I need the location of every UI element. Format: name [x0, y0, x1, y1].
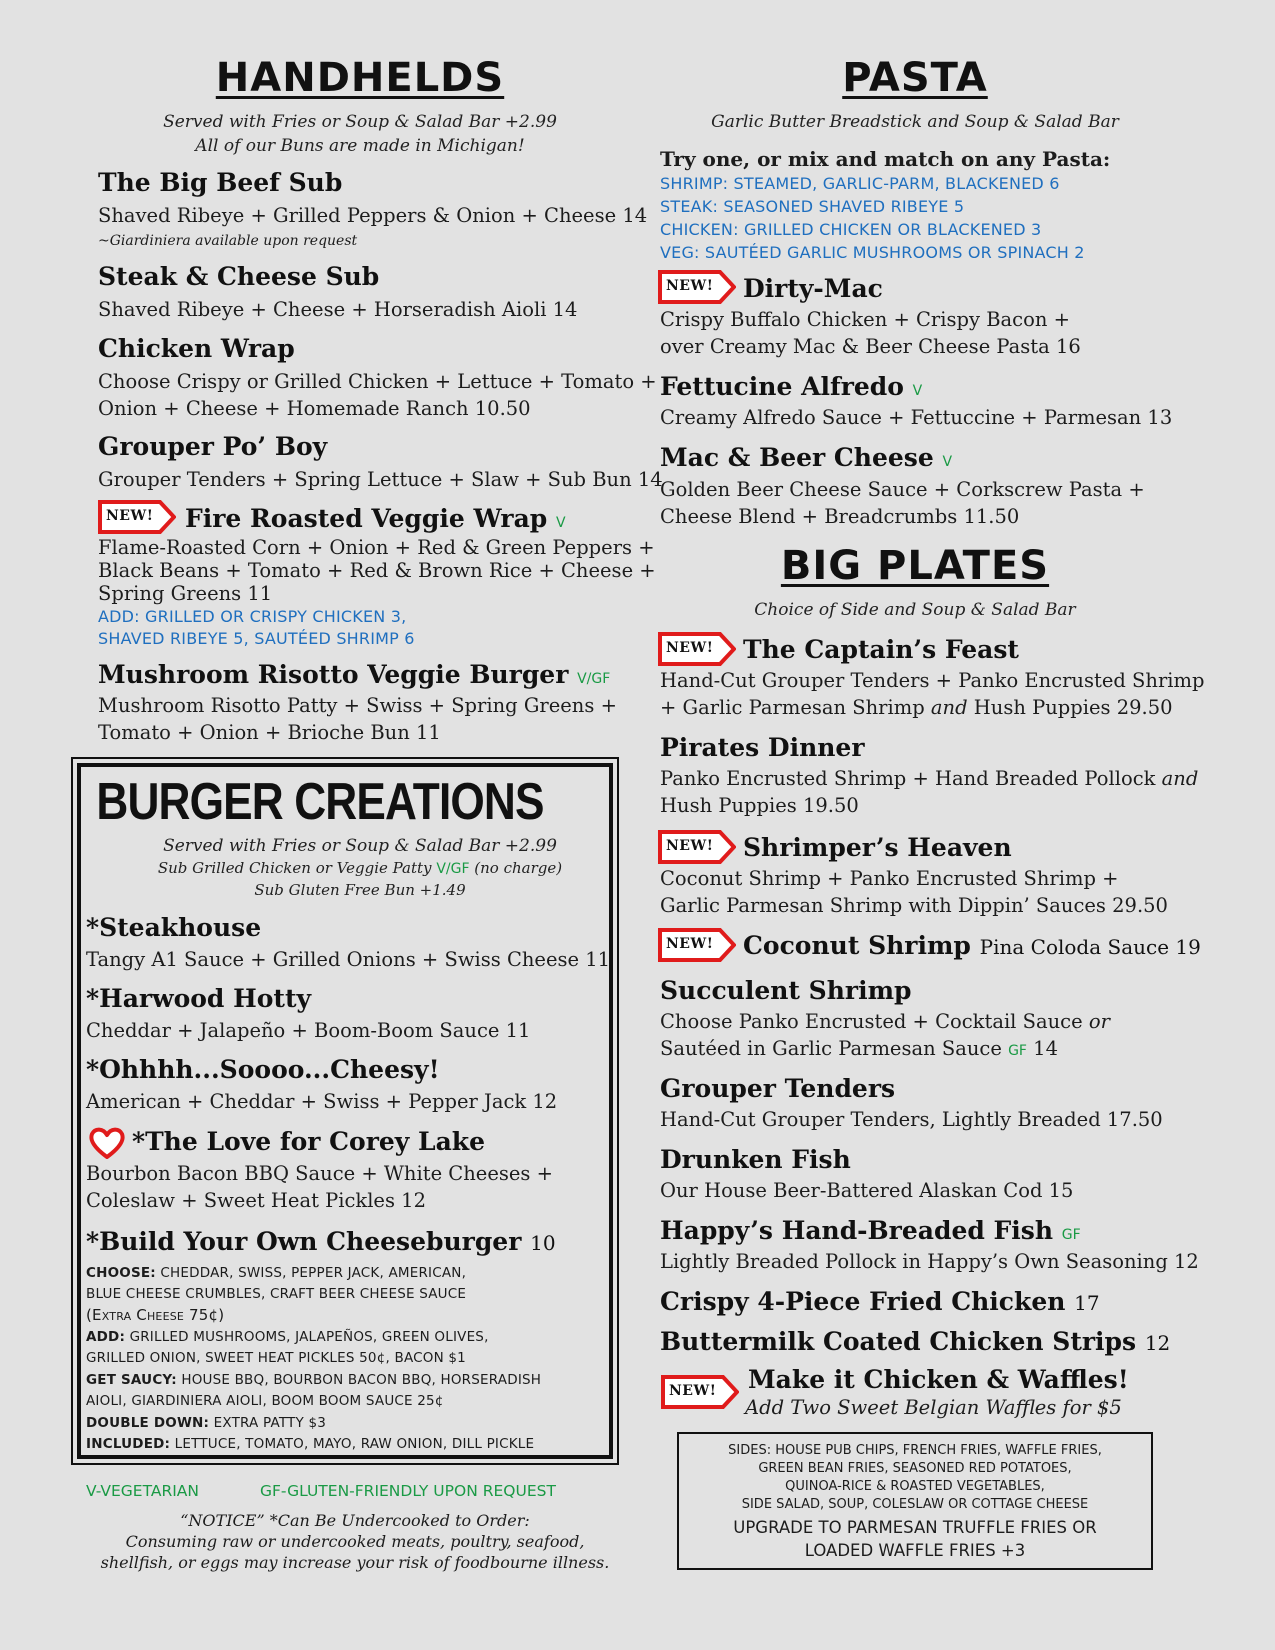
byo-choose-2: BLUE CHEESE CRUMBLES, CRAFT BEER CHEESE SAUCE	[86, 1286, 467, 1302]
item-grouper-po-boy-desc: Grouper Tenders + Spring Lettuce + Slaw + Sub Bun 14	[98, 468, 663, 491]
item-chicken-waffles-desc: Add Two Sweet Belgian Waffles for $5	[745, 1396, 1122, 1419]
item-name-text: Fettucine Alfredo	[660, 372, 904, 401]
handhelds-title: HANDHELDS	[215, 55, 505, 101]
notice-line-3: shellfish, or eggs may increase your risk of foodbourne illness.	[100, 1553, 610, 1572]
burger-harwood-hotty: *Harwood Hotty	[86, 984, 312, 1013]
item-chicken-waffles: Make it Chicken & Waffles!	[748, 1365, 1129, 1394]
vegetarian-tag: V	[912, 383, 923, 399]
burger-love-corey-lake: *The Love for Corey Lake	[132, 1127, 486, 1156]
item-name-text: Buttermilk Coated Chicken Strips	[660, 1327, 1137, 1356]
item-happys-fish	[660, 1216, 1081, 1245]
pasta-subtitle: Garlic Butter Breadstick and Soup & Salad Bar	[711, 112, 1119, 132]
byo-add-2: GRILLED ONION, SWEET HEAT PICKLES 50¢, BACON $1	[86, 1350, 466, 1366]
item-fire-roasted-veggie-wrap	[185, 504, 566, 533]
new-badge	[658, 270, 736, 304]
pasta-mix-shrimp: SHRIMP: STEAMED, GARLIC-PARM, BLACKENED 6	[660, 174, 1060, 193]
item-big-beef-sub-desc: Shaved Ribeye + Grilled Peppers & Onion + Cheese 14	[98, 204, 648, 227]
vegetarian-tag: V	[556, 515, 566, 531]
new-badge-label: NEW!	[669, 1383, 717, 1399]
pasta-mix-steak: STEAK: SEASONED SHAVED RIBEYE 5	[660, 197, 965, 216]
burger-build-your-own	[86, 1227, 556, 1256]
item-veggie-wrap-desc-3: Spring Greens 11	[98, 582, 273, 605]
item-mac-beer-cheese-desc-2: Cheese Blend + Breadcrumbs 11.50	[660, 505, 1020, 528]
item-dirty-mac-desc-1: Crispy Buffalo Chicken + Crispy Bacon +	[660, 308, 1070, 331]
pasta-mix-veg: VEG: SAUTÉED GARLIC MUSHROOMS OR SPINACH 2	[660, 243, 1085, 262]
byo-add-1	[86, 1327, 489, 1349]
item-name-text: Mac & Beer Cheese	[660, 443, 934, 472]
new-badge-label: NEW!	[666, 640, 714, 656]
new-badge	[661, 1375, 739, 1409]
sides-upgrade	[679, 1516, 1151, 1562]
pasta-title: PASTA	[842, 55, 988, 101]
byo-choose-3: (Extra Cheese 75¢)	[86, 1306, 225, 1324]
item-fried-chicken	[660, 1287, 1100, 1316]
item-succulent-shrimp-desc-2	[660, 1035, 1058, 1065]
desc-text: Choose Panko Encrusted + Cocktail Sauce	[660, 1010, 1089, 1033]
item-shrimpers-heaven-desc-1: Coconut Shrimp + Panko Encrusted Shrimp +	[660, 867, 1119, 890]
sides-box	[677, 1432, 1153, 1570]
byo-double-down	[86, 1413, 326, 1435]
item-mac-beer-cheese	[660, 443, 952, 472]
item-mushroom-risotto-burger	[98, 660, 610, 689]
item-coconut-shrimp	[743, 931, 1201, 960]
item-dirty-mac: Dirty-Mac	[743, 274, 883, 303]
item-shrimpers-heaven: Shrimper’s Heaven	[743, 833, 1012, 862]
item-chicken-wrap-desc-2: Onion + Cheese + Homemade Ranch 10.50	[98, 397, 531, 420]
byo-included-label: INCLUDED:	[86, 1436, 171, 1452]
item-grouper-tenders-desc: Hand-Cut Grouper Tenders, Lightly Breaded 17.50	[660, 1108, 1163, 1131]
item-name-text: Happy’s Hand-Breaded Fish	[660, 1216, 1054, 1245]
byo-saucy-label: GET SAUCY:	[86, 1372, 177, 1388]
item-succulent-shrimp-desc-1	[660, 1008, 1110, 1035]
item-name-text: Fire Roasted Veggie Wrap	[185, 504, 548, 533]
sides-upgrade-line-1: UPGRADE TO PARMESAN TRUFFLE FRIES OR	[733, 1518, 1097, 1537]
burger-creations-title: BURGER CREATIONS	[96, 773, 544, 831]
desc-and: and	[1161, 767, 1199, 790]
item-steak-cheese-sub-desc: Shaved Ribeye + Cheese + Horseradish Aioli 14	[98, 298, 578, 321]
new-badge-label: NEW!	[666, 838, 714, 854]
item-name-text: Mushroom Risotto Veggie Burger	[98, 660, 569, 689]
burger-sub-2-text: Sub Grilled Chicken or Veggie Patty	[157, 859, 432, 877]
gluten-friendly-tag: GF	[1008, 1043, 1027, 1059]
byo-add-label: ADD:	[86, 1329, 126, 1345]
item-chicken-wrap-desc-1: Choose Crispy or Grilled Chicken + Lettuce + Tomato +	[98, 370, 657, 393]
item-mac-beer-cheese-desc-1: Golden Beer Cheese Sauce + Corkscrew Pasta +	[660, 478, 1145, 501]
heart-icon	[88, 1126, 126, 1160]
burger-harwood-hotty-desc: Cheddar + Jalapeño + Boom-Boom Sauce 11	[86, 1019, 531, 1042]
sides-line-2: GREEN BEAN FRIES, SEASONED RED POTATOES,	[758, 1461, 1072, 1476]
item-pirates-dinner-desc-1	[660, 765, 1198, 792]
desc-text: Sautéed in Garlic Parmesan Sauce	[660, 1037, 1009, 1060]
desc-or: or	[1088, 1010, 1110, 1033]
item-veggie-wrap-add-2: SHAVED RIBEYE 5, SAUTÉED SHRIMP 6	[98, 629, 415, 648]
big-plates-subtitle: Choice of Side and Soup & Salad Bar	[754, 600, 1076, 620]
item-name-text: Coconut Shrimp	[743, 931, 971, 960]
item-captains-feast-desc-1: Hand-Cut Grouper Tenders + Panko Encrusted Shrimp	[660, 669, 1205, 692]
sides-list	[679, 1434, 1151, 1514]
vegetarian-gf-tag: V/GF	[577, 671, 611, 687]
burger-cheesy: *Ohhhh...Soooo...Cheesy!	[86, 1055, 440, 1084]
vegetarian-gf-tag: V/GF	[436, 861, 470, 877]
item-grouper-tenders: Grouper Tenders	[660, 1074, 896, 1103]
item-steak-cheese-sub: Steak & Cheese Sub	[98, 262, 380, 291]
burger-cheesy-desc: American + Cheddar + Swiss + Pepper Jack 12	[86, 1090, 558, 1113]
item-price: 10	[530, 1231, 556, 1255]
legend-gluten-friendly: GF-GLUTEN-FRIENDLY UPON REQUEST	[260, 1482, 556, 1500]
item-mushroom-risotto-desc-2: Tomato + Onion + Brioche Bun 11	[98, 721, 441, 744]
item-fettucine-alfredo	[660, 372, 922, 401]
byo-saucy-text: HOUSE BBQ, BOURBON BACON BBQ, HORSERADISH	[181, 1372, 542, 1388]
item-name-text: *Build Your Own Cheeseburger	[86, 1227, 522, 1256]
handhelds-subtitle-2: All of our Buns are made in Michigan!	[195, 136, 525, 156]
burger-sub-1: Served with Fries or Soup & Salad Bar +2.99	[163, 836, 557, 856]
legend-vegetarian: V-VEGETARIAN	[86, 1482, 199, 1500]
item-veggie-wrap-add-1: ADD: GRILLED OR CRISPY CHICKEN 3,	[98, 607, 407, 626]
new-badge-label: NEW!	[666, 936, 714, 952]
item-veggie-wrap-desc-2: Black Beans + Tomato + Red & Brown Rice + Cheese +	[98, 559, 656, 582]
new-badge	[98, 500, 176, 534]
burger-steakhouse: *Steakhouse	[86, 913, 262, 942]
burger-love-corey-lake-desc-1: Bourbon Bacon BBQ Sauce + White Cheeses +	[86, 1162, 553, 1185]
vegetarian-tag: V	[942, 454, 953, 470]
notice-line-2: Consuming raw or undercooked meats, poultry, seafood,	[125, 1532, 585, 1551]
handhelds-subtitle-1: Served with Fries or Soup & Salad Bar +2.99	[163, 112, 557, 132]
item-chicken-strips	[660, 1327, 1170, 1356]
item-happys-fish-desc: Lightly Breaded Pollock in Happy’s Own Seasoning 12	[660, 1250, 1199, 1273]
new-badge	[658, 632, 736, 666]
item-pirates-dinner: Pirates Dinner	[660, 733, 865, 762]
item-mushroom-risotto-desc-1: Mushroom Risotto Patty + Swiss + Spring Greens +	[98, 694, 617, 717]
desc-price: 14	[1026, 1037, 1058, 1060]
new-badge	[658, 928, 736, 962]
item-big-beef-sub-note: ~Giardiniera available upon request	[98, 233, 358, 249]
new-badge	[658, 830, 736, 864]
byo-double-label: DOUBLE DOWN:	[86, 1415, 210, 1431]
item-pirates-dinner-desc-2: Hush Puppies 19.50	[660, 794, 859, 817]
burger-sub-3: Sub Gluten Free Bun +1.49	[254, 881, 466, 899]
desc-text: Hush Puppies 29.50	[967, 696, 1173, 719]
item-captains-feast: The Captain’s Feast	[743, 635, 1019, 664]
byo-double-text: EXTRA PATTY $3	[213, 1415, 327, 1431]
sides-upgrade-line-2: LOADED WAFFLE FRIES +3	[804, 1541, 1026, 1560]
sides-line-3: QUINOA-RICE & ROASTED VEGETABLES,	[785, 1479, 1045, 1494]
burger-sub-2-tail: (no charge)	[474, 859, 563, 877]
byo-choose-text: CHEDDAR, SWISS, PEPPER JACK, AMERICAN,	[160, 1265, 467, 1281]
item-shrimpers-heaven-desc-2: Garlic Parmesan Shrimp with Dippin’ Sauces 29.50	[660, 894, 1168, 917]
byo-add-text: GRILLED MUSHROOMS, JALAPEÑOS, GREEN OLIVES,	[129, 1329, 489, 1345]
item-name-text: Crispy 4-Piece Fried Chicken	[660, 1287, 1066, 1316]
item-big-beef-sub: The Big Beef Sub	[98, 168, 343, 197]
item-price: 12	[1144, 1331, 1171, 1355]
item-grouper-po-boy: Grouper Po’ Boy	[98, 432, 328, 461]
byo-choose-1	[86, 1263, 466, 1285]
item-succulent-shrimp: Succulent Shrimp	[660, 976, 912, 1005]
sides-line-4: SIDE SALAD, SOUP, COLESLAW OR COTTAGE CHEESE	[741, 1497, 1089, 1512]
byo-included	[86, 1434, 534, 1456]
item-price: 17	[1074, 1291, 1100, 1315]
gluten-friendly-tag: GF	[1061, 1227, 1081, 1243]
desc-text: Panko Encrusted Shrimp + Hand Breaded Pollock	[660, 767, 1162, 790]
desc-and: and	[930, 696, 968, 719]
sides-line-1: SIDES: HOUSE PUB CHIPS, FRENCH FRIES, WAFFLE FRIES,	[728, 1443, 1102, 1458]
item-chicken-wrap: Chicken Wrap	[98, 334, 295, 363]
byo-choose-label: CHOOSE:	[86, 1265, 156, 1281]
item-inline-desc: Pina Coloda Sauce 19	[979, 935, 1201, 959]
burger-sub-2	[0, 858, 720, 879]
item-veggie-wrap-desc-1: Flame-Roasted Corn + Onion + Red & Green Peppers +	[98, 536, 655, 559]
pasta-mix-header: Try one, or mix and match on any Pasta:	[660, 147, 1111, 171]
item-drunken-fish: Drunken Fish	[660, 1145, 851, 1174]
burger-steakhouse-desc: Tangy A1 Sauce + Grilled Onions + Swiss Cheese 11	[86, 948, 611, 971]
byo-saucy-2: AIOLI, GIARDINIERA AIOLI, BOOM BOOM SAUCE 25¢	[86, 1393, 444, 1409]
pasta-mix-chicken: CHICKEN: GRILLED CHICKEN OR BLACKENED 3	[660, 220, 1042, 239]
item-fettucine-alfredo-desc: Creamy Alfredo Sauce + Fettuccine + Parmesan 13	[660, 406, 1173, 429]
item-dirty-mac-desc-2: over Creamy Mac & Beer Cheese Pasta 16	[660, 335, 1081, 358]
item-captains-feast-desc-2	[660, 694, 1173, 721]
desc-text: + Garlic Parmesan Shrimp	[660, 696, 931, 719]
notice-line-1: “NOTICE” *Can Be Undercooked to Order:	[180, 1511, 530, 1530]
item-drunken-fish-desc: Our House Beer-Battered Alaskan Cod 15	[660, 1179, 1074, 1202]
big-plates-title: BIG PLATES	[780, 543, 1050, 589]
burger-love-corey-lake-desc-2: Coleslaw + Sweet Heat Pickles 12	[86, 1189, 426, 1212]
byo-included-text: LETTUCE, TOMATO, MAYO, RAW ONION, DILL PICKLE	[174, 1436, 535, 1452]
new-badge-label: NEW!	[106, 508, 154, 524]
new-badge-label: NEW!	[666, 278, 714, 294]
byo-saucy-1	[86, 1370, 541, 1392]
